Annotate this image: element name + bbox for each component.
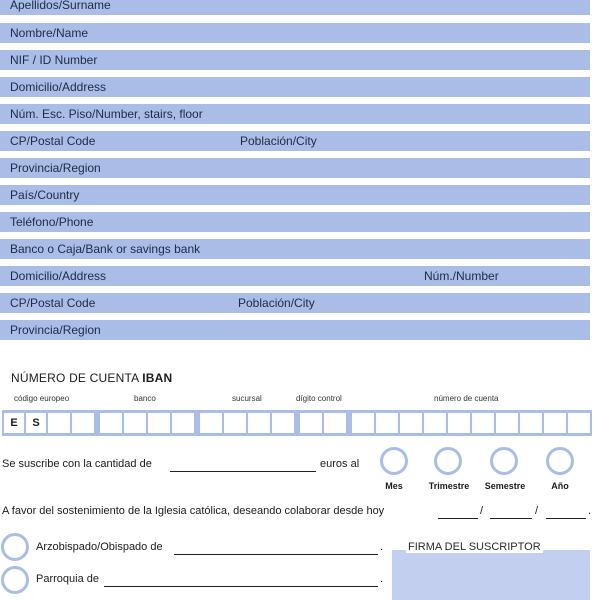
address-field[interactable] bbox=[0, 77, 590, 97]
bank-address-field[interactable] bbox=[0, 266, 590, 286]
iban-label-sucursal: sucursal bbox=[232, 394, 262, 403]
parish-label: Parroquia de bbox=[36, 573, 99, 585]
city-label: Población/City bbox=[240, 134, 317, 148]
signature-box[interactable] bbox=[392, 550, 590, 600]
period-trimestre-radio[interactable] bbox=[434, 447, 462, 475]
date-end-period: . bbox=[588, 505, 592, 517]
iban-cell[interactable] bbox=[496, 413, 518, 433]
iban-title-prefix: NÚMERO DE CUENTA bbox=[11, 371, 143, 385]
iban-cell[interactable] bbox=[472, 413, 494, 433]
iban-cell[interactable] bbox=[124, 413, 146, 433]
subscription-amount-text: Se suscribe con la cantidad de bbox=[2, 458, 152, 470]
country-label: País/Country bbox=[10, 188, 80, 202]
iban-cell[interactable] bbox=[424, 413, 446, 433]
archbishopric-radio[interactable] bbox=[1, 533, 29, 561]
period-ano-radio[interactable] bbox=[546, 447, 574, 475]
address-label: Domicilio/Address bbox=[10, 80, 107, 94]
start-day-blank[interactable] bbox=[438, 518, 478, 519]
bank-province-field[interactable] bbox=[0, 320, 590, 340]
bank-city-label: Población/City bbox=[238, 296, 315, 310]
subscription-euros-text: euros al bbox=[320, 458, 360, 470]
number-field[interactable] bbox=[0, 104, 590, 124]
number-label: Núm. Esc. Piso/Number, stairs, floor bbox=[10, 107, 203, 121]
iban-label-banco: banco bbox=[134, 394, 156, 403]
iban-title bbox=[11, 371, 172, 385]
iban-cell[interactable] bbox=[376, 413, 398, 433]
iban-cell[interactable] bbox=[72, 413, 94, 433]
period-trimestre-label: Trimestre bbox=[428, 481, 470, 491]
iban-title-bold: IBAN bbox=[142, 371, 173, 385]
iban-cell[interactable] bbox=[300, 413, 322, 433]
postal-code-label: CP/Postal Code bbox=[10, 134, 96, 148]
nif-field[interactable] bbox=[0, 50, 590, 70]
province-label: Provincia/Region bbox=[10, 161, 101, 175]
bank-postal-code-label: CP/Postal Code bbox=[10, 296, 96, 310]
bank-field[interactable] bbox=[0, 239, 590, 259]
iban-cell[interactable] bbox=[520, 413, 542, 433]
iban-cell[interactable] bbox=[352, 413, 374, 433]
period-ano-label: Año bbox=[551, 481, 569, 491]
country-field[interactable] bbox=[0, 185, 590, 205]
start-year-blank[interactable] bbox=[546, 518, 586, 519]
province-field[interactable] bbox=[0, 158, 590, 178]
period-semestre-label: Semestre bbox=[484, 481, 526, 491]
iban-cell[interactable] bbox=[272, 413, 294, 433]
iban-label-digito: dígito control bbox=[296, 394, 342, 403]
start-date-text: A favor del sostenimiento de la Iglesia católica, deseando colaborar desde hoy bbox=[2, 505, 385, 517]
iban-cell[interactable] bbox=[248, 413, 270, 433]
period-semestre-radio[interactable] bbox=[490, 447, 518, 475]
bank-postal-code-city-field[interactable] bbox=[0, 293, 590, 313]
iban-cell[interactable] bbox=[568, 413, 590, 433]
iban-cell[interactable] bbox=[172, 413, 194, 433]
bank-number-label: Núm./Number bbox=[424, 269, 499, 283]
iban-cell-country-1[interactable]: E bbox=[4, 413, 24, 433]
signature-title: FIRMA DEL SUSCRIPTOR bbox=[408, 541, 541, 553]
iban-cell[interactable] bbox=[100, 413, 122, 433]
surname-field[interactable] bbox=[0, 0, 590, 15]
parish-radio[interactable] bbox=[1, 566, 29, 594]
iban-cell[interactable] bbox=[148, 413, 170, 433]
name-field[interactable] bbox=[0, 23, 590, 43]
iban-cell[interactable] bbox=[48, 413, 70, 433]
iban-label-cuenta: número de cuenta bbox=[434, 394, 499, 403]
iban-cell[interactable] bbox=[544, 413, 566, 433]
date-separator-1: / bbox=[480, 505, 484, 517]
bank-province-label: Provincia/Region bbox=[10, 323, 101, 337]
bank-address-label: Domicilio/Address bbox=[10, 269, 107, 283]
iban-cell[interactable] bbox=[324, 413, 346, 433]
parish-blank[interactable] bbox=[104, 586, 378, 587]
iban-cell[interactable] bbox=[200, 413, 222, 433]
name-label: Nombre/Name bbox=[10, 26, 89, 40]
iban-cell-country-2[interactable]: S bbox=[26, 413, 46, 433]
period-mes-radio[interactable] bbox=[380, 447, 408, 475]
postal-code-city-field[interactable] bbox=[0, 131, 590, 151]
parish-period: . bbox=[380, 573, 384, 585]
iban-label-codigo: código europeo bbox=[14, 394, 70, 403]
iban-cell[interactable] bbox=[400, 413, 422, 433]
iban-input-strip bbox=[2, 410, 592, 436]
period-mes-label: Mes bbox=[385, 481, 403, 491]
nif-label: NIF / ID Number bbox=[10, 53, 98, 67]
phone-field[interactable] bbox=[0, 212, 590, 232]
archbishopric-period: . bbox=[380, 541, 384, 553]
archbishopric-blank[interactable] bbox=[174, 554, 378, 555]
surname-label: Apellidos/Surname bbox=[10, 0, 111, 12]
phone-label: Teléfono/Phone bbox=[10, 215, 94, 229]
archbishopric-label: Arzobispado/Obispado de bbox=[36, 541, 163, 553]
date-separator-2: / bbox=[535, 505, 539, 517]
iban-cell[interactable] bbox=[448, 413, 470, 433]
start-month-blank[interactable] bbox=[490, 518, 532, 519]
iban-cell[interactable] bbox=[224, 413, 246, 433]
amount-blank[interactable] bbox=[170, 471, 316, 472]
bank-label: Banco o Caja/Bank or savings bank bbox=[10, 242, 201, 256]
